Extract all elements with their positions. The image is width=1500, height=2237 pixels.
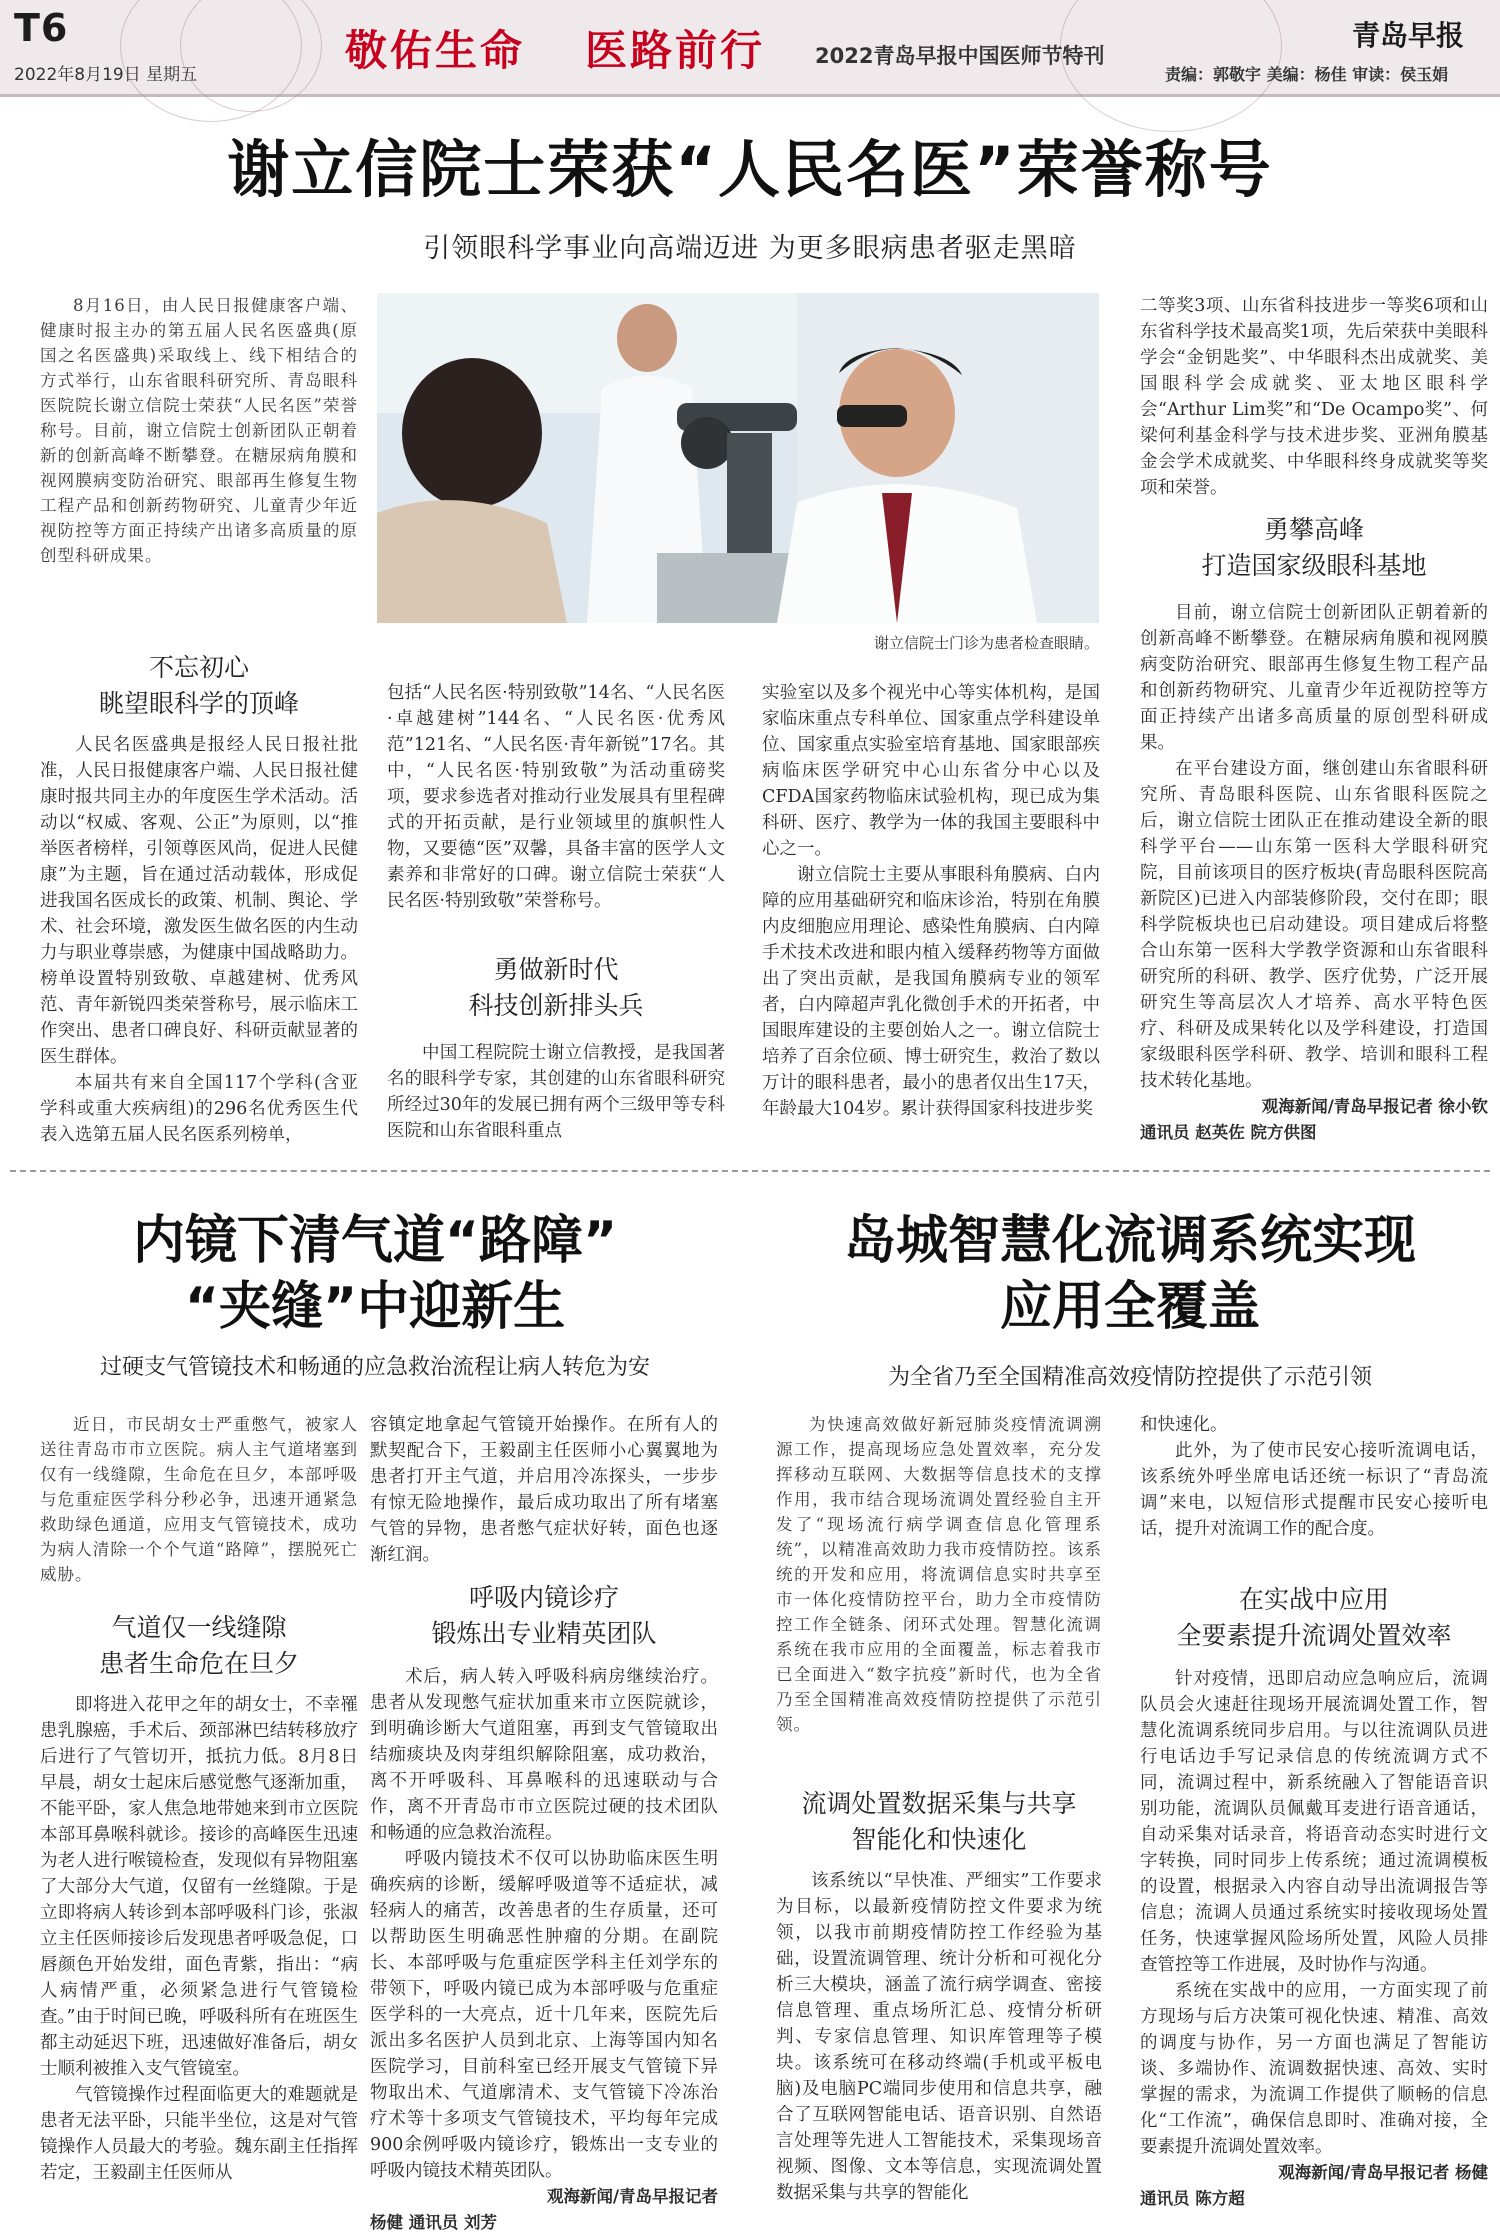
subhead-line: 流调处置数据采集与共享 bbox=[801, 1789, 1077, 1818]
newspaper-logo-text: 青岛早报 bbox=[1352, 19, 1465, 52]
article1-title: 谢立信院士荣获“人民名医”荣誉称号 bbox=[227, 133, 1273, 206]
article3-subtitle: 为全省乃至全国精准高效疫情防控提供了示范引领 bbox=[887, 1365, 1372, 1390]
article3-subhead-2 bbox=[1140, 1582, 1488, 1654]
paragraph: 本届共有来自全国117个学科(含亚学科或重大疾病组)的296名优秀医生代表入选第五届人民名医系列榜单， bbox=[40, 1073, 358, 1145]
paragraph: 术后，病人转入呼吸科病房继续治疗。患者从发现憋气症状加重来市立医院就诊，到明确诊断大气道阻塞，再到支气管镜取出结痂痰块及肉芽组织解除阻塞，成功救治，离不开呼吸科、耳鼻喉科的迅速联动与合作，离不开青岛市市立医院过硬的技术团队和畅通的应急救治流程。 bbox=[370, 1667, 718, 1843]
newspaper-logo bbox=[1352, 14, 1464, 54]
article2-col1 bbox=[40, 1692, 358, 2186]
article2-title-line2: “夹缝”中迎新生 bbox=[184, 1277, 566, 1337]
subhead-line: 打造国家级眼科基地 bbox=[1201, 551, 1427, 580]
article2-byline: 观海新闻/青岛早报记者 bbox=[546, 2187, 718, 2206]
subhead-line: 智能化和快速化 bbox=[851, 1825, 1027, 1854]
article1-photo bbox=[377, 293, 1099, 623]
article2-col2 bbox=[370, 1412, 718, 1568]
subhead-line: 勇做新时代 bbox=[493, 955, 619, 984]
subhead-line: 气道仅一线缝隙 bbox=[111, 1613, 287, 1642]
paragraph: 容镇定地拿起气管镜开始操作。在所有人的默契配合下，王毅副主任医师小心翼翼地为患者打开主气道，并启用冷冻探头，一步步有惊无险地操作，最后成功取出了所有堵塞气管的异物，患者憋气症状好转，面色也逐渐红润。 bbox=[370, 1415, 718, 1565]
article1-col2b bbox=[387, 1040, 725, 1144]
article3-col2b bbox=[1140, 1666, 1488, 2212]
article1-col3 bbox=[762, 680, 1100, 1122]
slogan-right: 医路前行 bbox=[585, 26, 766, 75]
special-edition-title: 2022青岛早报中国医师节特刊 bbox=[815, 44, 1105, 68]
article1-lead bbox=[40, 293, 358, 568]
slogan-left: 敬佑生命 bbox=[345, 26, 526, 75]
article2-byline-2: 杨健 通讯员 刘芳 bbox=[370, 2213, 497, 2232]
subhead-line: 眺望眼科学的顶峰 bbox=[98, 689, 299, 718]
article1-subhead-1 bbox=[40, 650, 358, 722]
editor-credits: 责编：郭敬宇 美编：杨佳 审读：侯玉娟 bbox=[1165, 65, 1449, 84]
article2-subhead-2 bbox=[370, 1580, 718, 1652]
paragraph: 二等奖3项、山东省科技进步一等奖6项和山东省科学技术最高奖1项，先后荣获中美眼科学会“金钥匙奖”、中华眼科杰出成就奖、美国眼科学会成就奖、亚太地区眼科学会“Arthur Lim奖”和“De Ocampo奖”、何梁何利基金科学与技术进步奖、亚洲角膜基金会学术成就奖、中华眼科终身成就奖等奖项和荣誉。 bbox=[1140, 296, 1488, 498]
paragraph: 呼吸内镜技术不仅可以协助临床医生明确疾病的诊断，缓解呼吸道等不适症状，减轻病人的痛苦，改善患者的生存质量，还可以帮助医生明确恶性肿瘤的分期。在副院长、本部呼吸与危重症医学科主任刘学东的带领下，呼吸内镜已成为本部呼吸与危重症医学科的一大亮点，近十几年来，医院先后派出多名医护人员到北京、上海等国内知名医院学习，目前科室已经开展支气管镜下异物取出术、气道廓清术、支气管镜下冷冻治疗术等十多项支气管镜技术，平均每年完成900余例呼吸内镜诊疗，锻炼出一支专业的呼吸内镜技术精英团队。 bbox=[370, 1849, 718, 2181]
paragraph: 实验室以及多个视光中心等实体机构，是国家临床重点专科单位、国家重点学科建设单位、国家重点实验室培育基地、国家眼部疾病临床医学研究中心山东省分中心以及CFDA国家药物临床试验机构，现已成为集科研、医疗、教学为一体的我国主要眼科中心之一。 bbox=[762, 683, 1100, 859]
paragraph: 在平台建设方面，继创建山东省眼科研究所、青岛眼科医院、山东省眼科医院之后，谢立信院士团队正在推动建设全新的眼科学平台——山东第一医科大学眼科研究院，目前该项目的医疗板块(青岛眼科医院高新院区)已进入内部装修阶段，交付在即；眼科学院板块也已启动建设。项目建成后将整合山东第一医科大学教学资源和山东省眼科研究所的科研、教学、医疗优势，广泛开展研究生等高层次人才培养、高水平特色医疗、科研及成果转化以及学科建设，打造国家级眼科医学科研、教学、培训和眼科工程技术转化基地。 bbox=[1140, 759, 1488, 1091]
article3-title-line2: 应用全覆盖 bbox=[999, 1277, 1260, 1337]
issue-date: 2022年8月19日 星期五 bbox=[14, 65, 198, 85]
paragraph: 系统在实战中的应用，一方面实现了前方现场与后方决策可视化快速、精准、高效的调度与协作，另一方面也满足了智能访谈、多端协作、流调数据快速、高效、实时掌握的需求，为流调工作提供了顺畅的信息化“工作流”，确保信息即时、准确对接，全要素提升流调处置效率。 bbox=[1140, 1981, 1488, 2157]
article1-byline: 观海新闻/青岛早报记者 徐小钦 bbox=[1261, 1097, 1488, 1116]
article3-title-line1: 岛城智慧化流调系统实现 bbox=[843, 1211, 1416, 1271]
article3-subhead-1 bbox=[776, 1786, 1102, 1858]
article3-lead bbox=[776, 1412, 1102, 1737]
page-number: T6 bbox=[14, 6, 69, 50]
article2-subhead-1 bbox=[40, 1610, 358, 1682]
doctor-photo-illustration bbox=[377, 293, 1099, 623]
subhead-line: 勇攀高峰 bbox=[1263, 515, 1364, 544]
article1-lead-text: 8月16日，由人民日报健康客户端、健康时报主办的第五届人民名医盛典(原国之名医盛典)采取线上、线下相结合的方式举行，山东省眼科研究所、青岛眼科医院院长谢立信院士荣获“人民名医”荣誉称号。目前，谢立信院士创新团队正朝着新的创新高峰不断攀登。在糖尿病角膜和视网膜病变防治研究、眼部再生修复生物工程产品和创新药物研究、儿童青少年近视防控等方面正持续产出诸多高质量的原创型科研成果。 bbox=[40, 296, 358, 565]
paragraph: 此外，为了使市民安心接听流调电话，该系统外呼坐席电话还统一标识了“青岛流调”来电，以短信形式提醒市民安心接听电话，提升对流调工作的配合度。 bbox=[1140, 1441, 1488, 1539]
article2-lead-text: 近日，市民胡女士严重憋气，被家人送往青岛市市立医院。病人主气道堵塞到仅有一线缝隙，生命危在旦夕，本部呼吸与危重症医学科分秒必争，迅速开通紧急救助绿色通道，应用支气管镜技术，成功为病人清除一个个气道“路障”，摆脱死亡威胁。 bbox=[40, 1415, 358, 1584]
subhead-line: 在实战中应用 bbox=[1238, 1585, 1389, 1614]
subhead-line: 科技创新排头兵 bbox=[468, 991, 644, 1020]
article3-col1 bbox=[776, 1868, 1102, 2206]
subhead-line: 全要素提升流调处置效率 bbox=[1176, 1621, 1452, 1650]
paragraph: 即将进入花甲之年的胡女士，不幸罹患乳腺癌，手术后、颈部淋巴结转移放疗后进行了气管切开，抵抗力低。8月8日早晨，胡女士起床后感觉憋气逐渐加重，不能平卧，家人焦急地带她来到市立医院本部耳鼻喉科就诊。接诊的高峰医生迅速为老人进行喉镜检查，发现似有异物阻塞了大部分大气道，仅留有一丝缝隙。于是立即将病人转诊到本部呼吸科门诊，张淑立主任医师接诊后发现患者呼吸急促，口唇颜色开始发绀，面色青紫，指出：“病人病情严重，必须紧急进行气管镜检查。”由于时间已晚，呼吸科所有在班医生都主动延迟下班，迅速做好准备后，胡女士顺利被推入支气管镜室。 bbox=[40, 1695, 358, 2079]
paragraph: 气管镜操作过程面临更大的难题就是患者无法平卧，只能半坐位，这是对气管镜操作人员最大的考验。魏东副主任指挥若定，王毅副主任医师从 bbox=[40, 2085, 358, 2183]
article2-col2b bbox=[370, 1664, 718, 2236]
subhead-line: 不忘初心 bbox=[148, 653, 249, 682]
article1-byline-2: 通讯员 赵英佐 院方供图 bbox=[1140, 1123, 1317, 1142]
article3-lead-text: 为快速高效做好新冠肺炎疫情流调溯源工作，提高现场应急处置效率，充分发挥移动互联网、大数据等信息技术的支撑作用，我市结合现场流调处置经验自主开发了“现场流行病学调查信息化管理系统”，以精准高效助力我市疫情防控。该系统的开发和应用，将流调信息实时共享至市一体化疫情防控平台，助力全市疫情防控工作全链条、闭环式处理。智慧化流调系统在我市应用的全面覆盖，标志着我市已全面进入“数字抗疫”新时代，也为全省乃至全国精准高效疫情防控提供了示范引领。 bbox=[776, 1415, 1102, 1734]
article1-subhead-3 bbox=[1140, 512, 1488, 584]
article2-title-line1: 内镜下清气道“路障” bbox=[132, 1211, 618, 1271]
article1-col4 bbox=[1140, 293, 1488, 501]
article1-col4b bbox=[1140, 600, 1488, 1146]
paragraph: 和快速化。 bbox=[1140, 1415, 1228, 1435]
paragraph: 谢立信院士主要从事眼科角膜病、白内障的应用基础研究和临床诊治，特别在角膜内皮细胞应用理论、感染性角膜病、白内障手术技术改进和眼内植入缓释药物等方面做出了突出贡献，是我国角膜病专业的领军者，白内障超声乳化微创手术的开拓者，中国眼库建设的主要创始人之一。谢立信院士培养了百余位硕、博士研究生，救治了数以万计的眼科患者，最小的患者仅出生17天，年龄最大104岁。累计获得国家科技进步奖 bbox=[762, 865, 1100, 1119]
article1-col2 bbox=[387, 680, 725, 914]
paragraph: 该系统以“早快准、严细实”工作要求为目标，以最新疫情防控文件要求为统领，以我市前期疫情防控工作经验为基础，设置流调管理、统计分析和可视化分析三大模块，涵盖了流行病学调查、密接信息管理、重点场所汇总、疫情分析研判、专家信息管理、知识库管理等子模块。该系统可在移动终端(手机或平板电脑)及电脑PC端同步使用和信息共享，融合了互联网智能电话、语音识别、自然语言处理等先进人工智能技术，采集现场音视频、图像、文本等信息，实现流调处置数据采集与共享的智能化 bbox=[776, 1871, 1102, 2203]
article1-subhead-2 bbox=[387, 952, 725, 1024]
article1-col1 bbox=[40, 732, 358, 1148]
subhead-line: 呼吸内镜诊疗 bbox=[468, 1583, 619, 1612]
article3-col2 bbox=[1140, 1412, 1488, 1542]
subhead-line: 锻炼出专业精英团队 bbox=[431, 1619, 657, 1648]
article1-subtitle: 引领眼科学事业向高端迈进 为更多眼病患者驱走黑暗 bbox=[423, 233, 1077, 264]
paragraph: 包括“人民名医·特别致敬”14名、“人民名医·卓越建树”144名、“人民名医·优秀风范”121名、“人民名医·青年新锐”17名。其中，“人民名医·特别致敬”为活动重磅奖项，要求参选者对推动行业发展具有里程碑式的开拓贡献，是行业领域里的旗帜性人物，又要德“医”双馨，具备丰富的医学人文素养和非常好的口碑。谢立信院士荣获“人民名医·特别致敬”荣誉称号。 bbox=[387, 683, 725, 911]
paragraph: 目前，谢立信院士创新团队正朝着新的创新高峰不断攀登。在糖尿病角膜和视网膜病变防治研究、眼部再生修复生物工程产品和创新药物研究、儿童青少年近视防控等方面正持续产出诸多高质量的原创型科研成果。 bbox=[1140, 603, 1488, 753]
subhead-line: 患者生命危在旦夕 bbox=[98, 1649, 299, 1678]
paragraph: 中国工程院院士谢立信教授，是我国著名的眼科学专家，其创建的山东省眼科研究所经过30年的发展已拥有两个三级甲等专科医院和山东省眼科重点 bbox=[387, 1043, 725, 1141]
article3-byline: 观海新闻/青岛早报记者 杨健 bbox=[1278, 2163, 1488, 2182]
article2-lead bbox=[40, 1412, 358, 1587]
article3-byline-2: 通讯员 陈方超 bbox=[1140, 2189, 1245, 2208]
article2-subtitle: 过硬支气管镜技术和畅通的应急救治流程让病人转危为安 bbox=[99, 1355, 650, 1380]
section-divider bbox=[10, 1170, 1490, 1172]
paragraph: 人民名医盛典是报经人民日报社批准，人民日报健康客户端、人民日报社健康时报共同主办的年度医生学术活动。活动以“权威、客观、公正”为原则，以“推举医者榜样，引领尊医风尚，促进人民健康”为主题，旨在通过活动载体，形成促进我国名医成长的政策、机制、舆论、学术、社会环境，激发医生做名医的内生动力与职业尊崇感，为健康中国战略助力。榜单设置特别致敬、卓越建树、优秀风范、青年新锐四类荣誉称号，展示临床工作突出、患者口碑良好、科研贡献显著的医生群体。 bbox=[40, 735, 358, 1067]
paragraph: 针对疫情，迅即启动应急响应后，流调队员会火速赶往现场开展流调处置工作，智慧化流调系统同步启用。与以往流调队员进行电话边手写记录信息的传统流调方式不同，流调过程中，新系统融入了智能语音识别功能，流调队员佩戴耳麦进行语音通话，自动采集对话录音，将语音动态实时进行文字转换，同时同步上传系统；通过流调模板的设置，根据录入内容自动导出流调报告等信息；流调人员通过系统实时接收现场处置任务，快速掌握风险场所处置，风险人员排查管控等工作进展，及时协作与沟通。 bbox=[1140, 1669, 1488, 1975]
article1-photo-caption: 谢立信院士门诊为患者检查眼睛。 bbox=[873, 634, 1099, 652]
